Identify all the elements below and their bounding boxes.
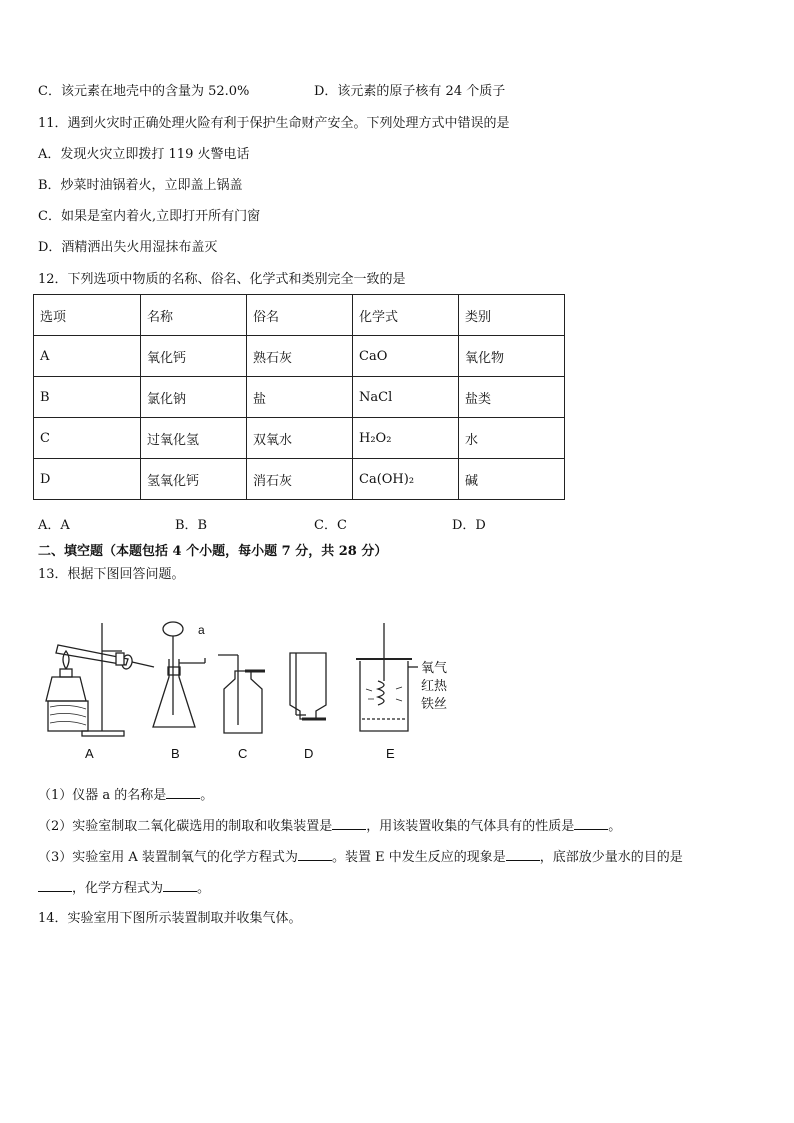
table-cell: Ca(OH)₂ xyxy=(353,459,459,500)
table-row xyxy=(34,459,565,500)
q11-option-c: C．如果是室内着火,立即打开所有门窗 xyxy=(38,209,261,224)
q12-choice-d: D．D xyxy=(452,518,486,533)
answer-blank[interactable] xyxy=(298,848,332,861)
table-cell: 碱 xyxy=(459,459,565,500)
table-cell: 氧化钙 xyxy=(141,336,247,377)
answer-blank[interactable] xyxy=(506,848,540,861)
label-oxygen: 氧气 xyxy=(421,661,448,676)
table-cell: 氧化物 xyxy=(459,336,565,377)
q12-choice-b: B．B xyxy=(175,518,208,533)
q13-part-2 xyxy=(38,817,621,835)
answer-blank[interactable] xyxy=(574,817,608,830)
answer-blank[interactable] xyxy=(163,879,197,892)
table-cell: D xyxy=(34,459,141,500)
table-cell: NaCl xyxy=(353,377,459,418)
apparatus-e-drawing xyxy=(356,623,418,731)
answer-blank[interactable] xyxy=(166,786,200,799)
table-row xyxy=(34,377,565,418)
q11-option-a: A．发现火灾立即拨打 119 火警电话 xyxy=(38,147,250,162)
figure-label-b: B xyxy=(171,746,180,761)
figure-label-c: C xyxy=(238,746,248,761)
q13-p3-pre: （3）实验室用 A 装置制氧气的化学方程式为 xyxy=(38,850,298,865)
figure-label-e: E xyxy=(386,746,395,761)
q11-option-b: B．炒菜时油锅着火，立即盖上锅盖 xyxy=(38,178,243,193)
apparatus-c-drawing xyxy=(218,655,265,733)
table-cell: 消石灰 xyxy=(247,459,353,500)
q11-stem: 11．遇到火灾时正确处理火险有利于保护生命财产安全。下列处理方式中错误的是 xyxy=(38,116,510,131)
table-cell: 氢氧化钙 xyxy=(141,459,247,500)
q13-p2-pre: （2）实验室制取二氧化碳选用的制取和收集装置是 xyxy=(38,819,333,834)
table-cell: 熟石灰 xyxy=(247,336,353,377)
apparatus-d-drawing xyxy=(290,653,326,719)
q13-p3-l2-post: 。 xyxy=(197,881,211,896)
label-red-hot: 红热 xyxy=(421,679,448,694)
q12-choice-a: A．A xyxy=(38,518,70,533)
table-cell: 双氧水 xyxy=(247,418,353,459)
table-row xyxy=(34,418,565,459)
table-cell: 盐类 xyxy=(459,377,565,418)
q13-p1-post: 。 xyxy=(200,788,214,803)
apparatus-a-drawing xyxy=(46,623,154,736)
answer-blank[interactable] xyxy=(38,879,72,892)
table-cell: 过氧化氢 xyxy=(141,418,247,459)
apparatus-drawing xyxy=(40,615,460,745)
q14-stem: 14．实验室用下图所示装置制取并收集气体。 xyxy=(38,911,302,926)
q10-option-d: D．该元素的原子核有 24 个质子 xyxy=(314,84,506,99)
q13-p2-post: 。 xyxy=(608,819,622,834)
q13-part-3-line-2 xyxy=(38,879,210,897)
apparatus-figure xyxy=(40,615,460,765)
section-heading: 二、填空题（本题包括 4 个小题，每小题 7 分，共 28 分） xyxy=(38,544,388,559)
q11-option-d: D．酒精洒出失火用湿抹布盖灭 xyxy=(38,240,218,255)
label-a: a xyxy=(198,623,205,637)
figure-label-a: A xyxy=(85,746,94,761)
q13-part-1 xyxy=(38,786,213,804)
q13-p1-pre: （1）仪器 a 的名称是 xyxy=(38,788,167,803)
q13-part-3 xyxy=(38,848,683,866)
q12-choice-c: C．C xyxy=(314,518,347,533)
table-cell: B xyxy=(34,377,141,418)
table-cell: 氯化钠 xyxy=(141,377,247,418)
answer-blank[interactable] xyxy=(332,817,366,830)
table-header-cell: 类别 xyxy=(459,295,565,336)
q12-table xyxy=(33,294,565,500)
q13-p2-mid: ，用该装置收集的气体具有的性质是 xyxy=(366,819,575,834)
table-header-cell: 名称 xyxy=(141,295,247,336)
table-cell: 盐 xyxy=(247,377,353,418)
table-cell: 水 xyxy=(459,418,565,459)
table-cell: A xyxy=(34,336,141,377)
figure-label-d: D xyxy=(304,746,314,761)
table-cell: C xyxy=(34,418,141,459)
q13-p3-mid2: ，底部放少量水的目的是 xyxy=(539,850,683,865)
q13-p3-mid: 。装置 E 中发生反应的现象是 xyxy=(331,850,506,865)
label-iron-wire: 铁丝 xyxy=(421,697,448,712)
table-cell: CaO xyxy=(353,336,459,377)
table-header-cell: 化学式 xyxy=(353,295,459,336)
q13-p3-l2-mid: ，化学方程式为 xyxy=(72,881,164,896)
q13-stem: 13．根据下图回答问题。 xyxy=(38,567,185,582)
table-header-cell: 选项 xyxy=(34,295,141,336)
q12-stem: 12．下列选项中物质的名称、俗名、化学式和类别完全一致的是 xyxy=(38,272,406,287)
apparatus-b-drawing xyxy=(153,622,205,727)
table-header-cell: 俗名 xyxy=(247,295,353,336)
table-header-row xyxy=(34,295,565,336)
table-cell: H₂O₂ xyxy=(353,418,459,459)
q10-option-c: C．该元素在地壳中的含量为 52.0% xyxy=(38,84,250,99)
table-row xyxy=(34,336,565,377)
